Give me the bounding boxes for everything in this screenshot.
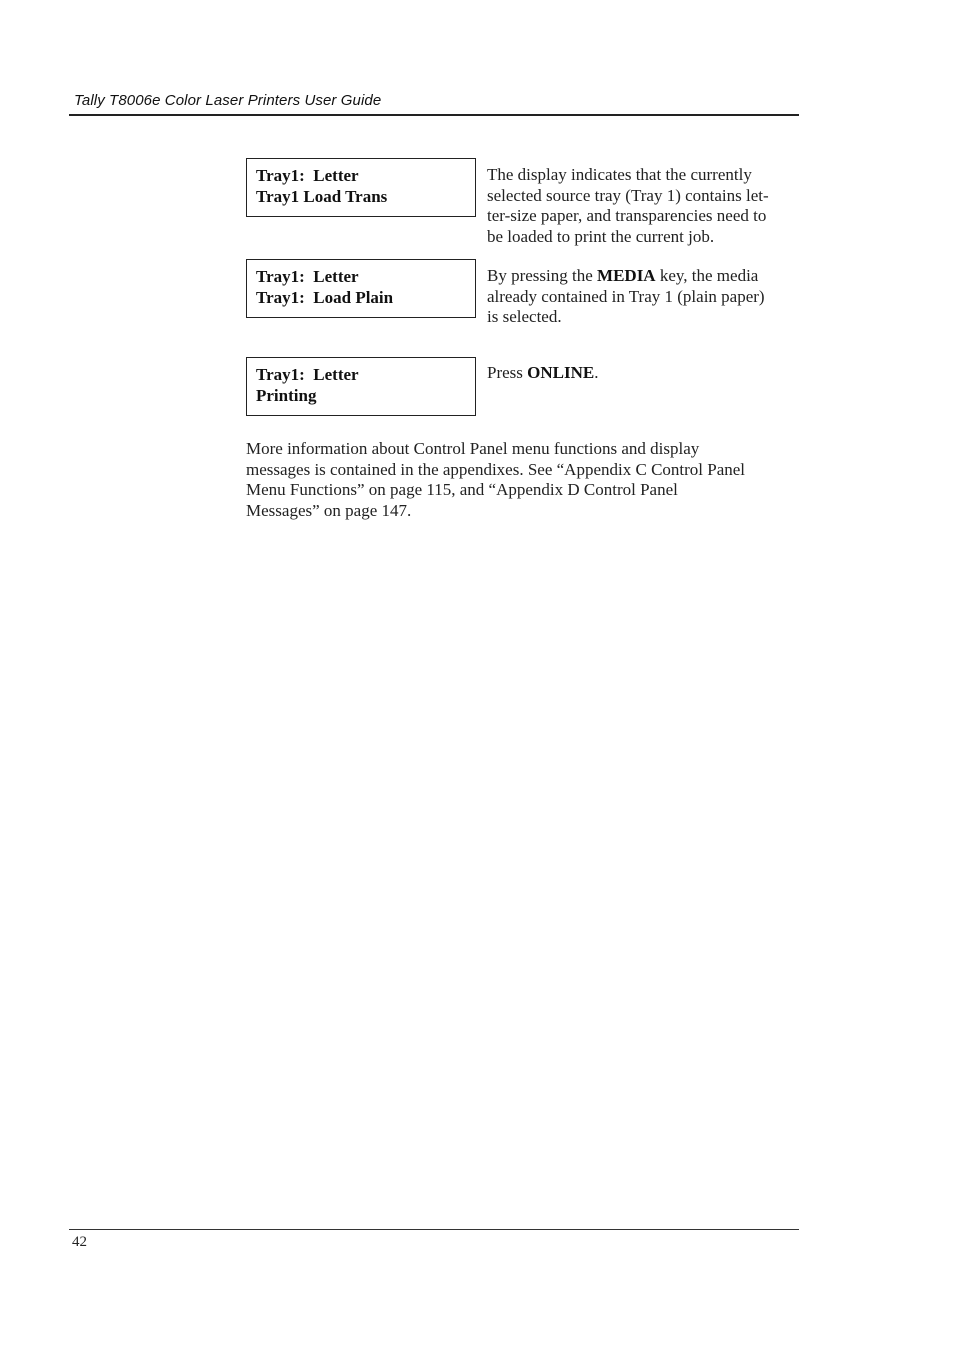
header-rule bbox=[69, 114, 799, 116]
page-number: 42 bbox=[72, 1234, 87, 1250]
desc-line: ter-size paper, and transparencies need to bbox=[487, 206, 767, 226]
desc-line: already contained in Tray 1 (plain paper) bbox=[487, 286, 765, 306]
lcd-line-1: Tray1: Letter bbox=[256, 166, 359, 185]
paragraph-line: Messages” on page 147. bbox=[246, 500, 412, 520]
desc-line: selected source tray (Tray 1) contains let- bbox=[487, 185, 769, 205]
lcd-line-2: Tray1 Load Trans bbox=[256, 187, 388, 206]
desc-line: is selected. bbox=[487, 307, 562, 327]
desc-text: . bbox=[594, 363, 599, 382]
desc-line-with-key bbox=[487, 363, 799, 384]
desc-line: be loaded to print the current job. bbox=[487, 226, 715, 246]
desc-load-plain bbox=[487, 266, 799, 328]
desc-line-with-key bbox=[487, 266, 799, 287]
desc-load-trans bbox=[487, 165, 799, 247]
lcd-display-printing bbox=[246, 357, 476, 416]
desc-line: The display indicates that the currently bbox=[487, 165, 752, 184]
desc-printing bbox=[487, 363, 799, 384]
lcd-display-load-plain bbox=[246, 259, 476, 318]
lcd-line-2: Printing bbox=[256, 386, 317, 405]
desc-text: key, the media bbox=[655, 266, 759, 285]
paragraph-line: messages is contained in the appendixes. See “Appendix C Control Panel bbox=[246, 459, 746, 479]
paragraph-line: Menu Functions” on page 115, and “Appendix D Control Panel bbox=[246, 480, 678, 500]
more-info-paragraph bbox=[246, 439, 798, 521]
lcd-line-1: Tray1: Letter bbox=[256, 267, 359, 286]
running-header: Tally T8006e Color Laser Printers User Guide bbox=[74, 92, 382, 109]
media-key-label: MEDIA bbox=[597, 266, 656, 285]
lcd-line-1: Tray1: Letter bbox=[256, 365, 359, 384]
desc-text: By pressing the bbox=[487, 266, 598, 285]
lcd-display-load-trans bbox=[246, 158, 476, 217]
paragraph-line: More information about Control Panel menu functions and display bbox=[246, 439, 700, 458]
lcd-line-2: Tray1: Load Plain bbox=[256, 288, 394, 307]
online-key-label: ONLINE bbox=[527, 363, 595, 382]
desc-text: Press bbox=[487, 363, 528, 382]
footer-rule bbox=[69, 1229, 799, 1230]
